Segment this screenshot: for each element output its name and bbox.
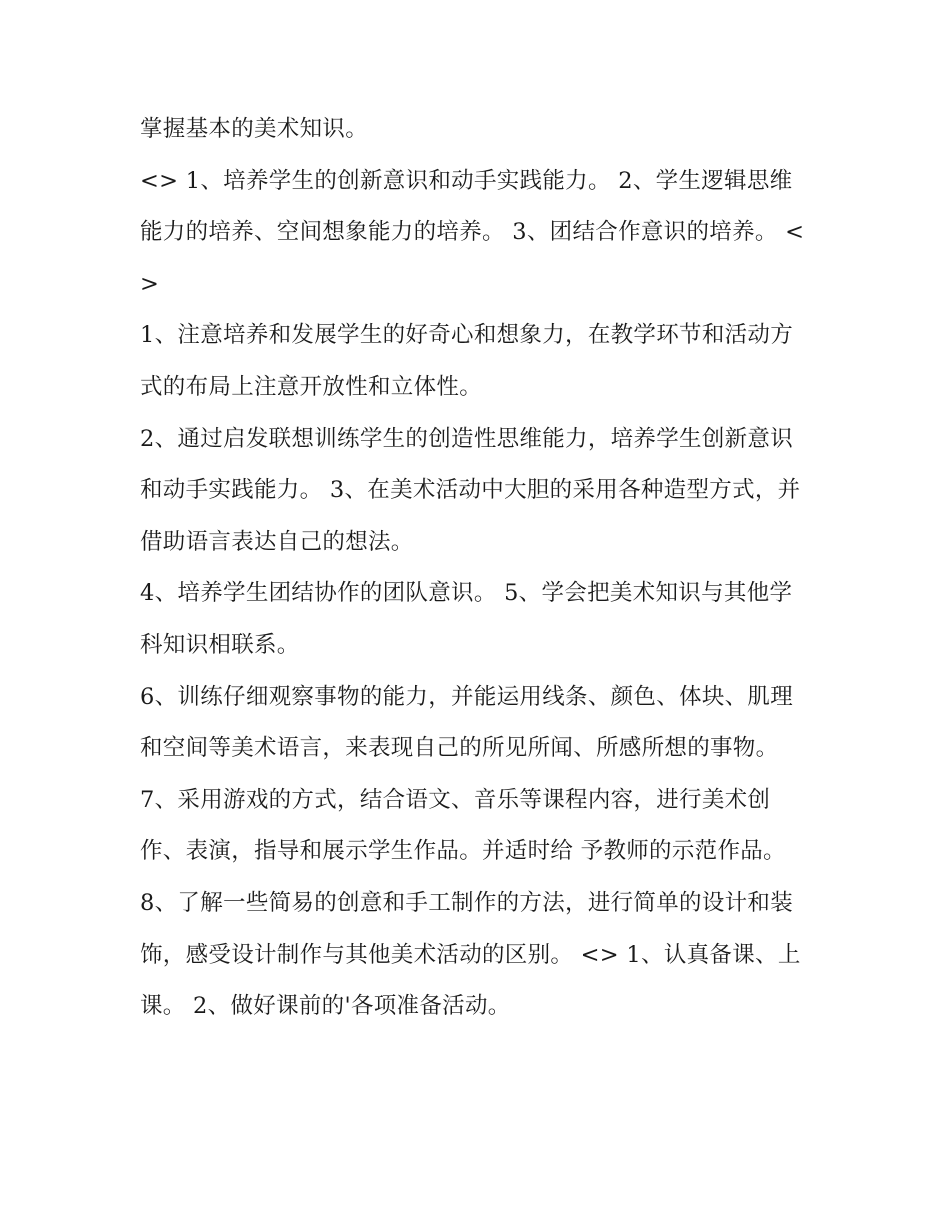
paragraph-item-8: 8、了解一些简易的创意和手工制作的方法，进行简单的设计和装饰，感受设计制作与其他美术活动的区别。 <> 1、认真备课、上课。 2、做好课前的'各项准备活动。 — [140, 889, 801, 1020]
paragraph-item-7: 7、采用游戏的方式，结合语文、音乐等课程内容，进行美术创作、表演，指导和展示学生作品。并适时给 予教师的示范作品。 — [140, 786, 786, 865]
paragraph-item-2-3: 2、通过启发联想训练学生的创造性思维能力，培养学生创新意识和动手实践能力。 3、在美术活动中大胆的采用各种造型方式，并借助语言表达自己的想法。 — [140, 425, 801, 555]
paragraph-intro: 掌握基本的美术知识。 — [140, 116, 369, 142]
paragraph-item-4-5: 4、培养学生团结协作的团队意识。 5、学会把美术知识与其他学科知识相联系。 — [140, 580, 793, 658]
document-body — [140, 104, 812, 1033]
paragraph-item-6: 6、训练仔细观察事物的能力，并能运用线条、颜色、体块、肌理和空间等美术语言，来表现自己的所见所闻、所感所想的事物。 — [140, 683, 794, 762]
paragraph-goals: <> 1、培养学生的创新意识和动手实践能力。 2、学生逻辑思维能力的培养、空间想象能力的培养。 3、团结合作意识的培养。 <> — [140, 167, 805, 297]
paragraph-item-1: 1、注意培养和发展学生的好奇心和想象力，在教学环节和活动方式的布局上注意开放性和立体性。 — [140, 322, 794, 400]
